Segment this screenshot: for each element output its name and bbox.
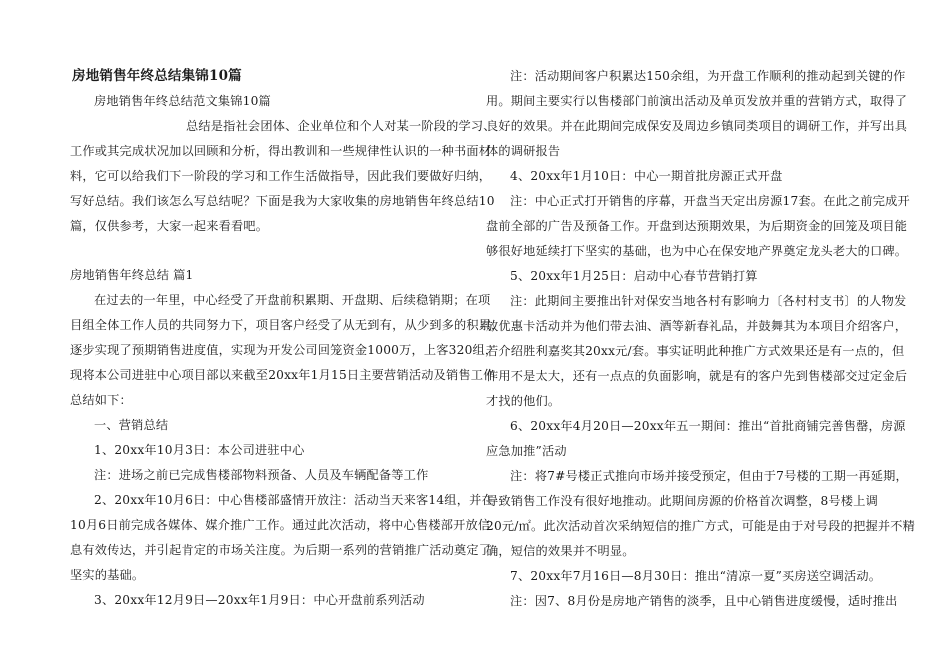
paragraph-line: 1、20xx年10月3日：本公司进驻中心 — [94, 443, 305, 457]
paragraph-line: 4、20xx年1月10日：中心一期首批房源正式开盘 — [510, 169, 783, 183]
paragraph-line: 料，它可以给我们下一阶段的学习和工作生活做指导，因此我们要做好归纳， — [70, 169, 492, 183]
subtitle: 房地销售年终总结范文集锦10篇 — [94, 94, 271, 108]
paragraph-line: 应急加推”活动 — [486, 444, 567, 458]
paragraph-line: 注：进场之前已完成售楼部物料预备、人员及车辆配备等工作 — [94, 468, 429, 482]
section-heading: 房地销售年终总结 篇1 — [70, 268, 194, 282]
paragraph-line: 确，短信的效果并不明显。 — [486, 544, 635, 558]
paragraph-line: 总结如下： — [70, 393, 132, 407]
paragraph-line: 目组全体工作人员的共同努力下，项目客户经受了从无到有，从少到多的积累， — [70, 318, 504, 332]
paragraph-line: 坚实的基础。 — [70, 568, 145, 582]
paragraph-line: 良好的效果。并在此期间完成保安及周边乡镇同类项目的调研工作，并写出具 — [486, 119, 908, 133]
paragraph-line: 20元/㎡。此次活动首次采纳短信的推广方式，可能是由于对号段的把握并不精 — [486, 519, 916, 533]
paragraph-line: 注：将7#号楼正式推向市场并接受预定，但由于7号楼的工期一再延期， — [510, 469, 908, 483]
paragraph-line: 若介绍胜利嘉奖其20xx元/套。事实证明此种推广方式效果还是有一点的，但 — [486, 344, 905, 358]
paragraph-line: 放优惠卡活动并为他们带去油、酒等新春礼品，并鼓舞其为本项目介绍客户， — [486, 319, 908, 333]
paragraph-line: 息有效传达，并引起肯定的市场关注度。为后期一系列的营销推广活动奠定了 — [70, 543, 492, 557]
paragraph-line: 够很好地延续打下坚实的基础，也为中心在保安地产界奠定龙头老大的口碑。 — [486, 244, 908, 258]
paragraph-line: 篇，仅供参考，大家一起来看看吧。 — [70, 219, 269, 233]
paragraph-line: 工作或其完成状况加以回顾和分析，得出教训和一些规律性认识的一种书面材 — [70, 144, 492, 158]
paragraph-line: 总结是指社会团体、企业单位和个人对某一阶段的学习、 — [186, 119, 496, 133]
paragraph-line: 盘前全部的广告及预备工作。开盘到达预期效果，为后期资金的回笼及项目能 — [486, 219, 908, 233]
paragraph-line: 写好总结。我们该怎么写总结呢？下面是我为大家收集的房地销售年终总结10 — [70, 194, 495, 208]
paragraph-line: 在过去的一年里，中心经受了开盘前积累期、开盘期、后续稳销期；在项 — [94, 293, 491, 307]
subheading: 一、营销总结 — [94, 418, 169, 432]
paragraph-line: 7、20xx年7月16日—8月30日：推出“清凉一夏”买房送空调活动。 — [510, 569, 882, 583]
paragraph-line: 现将本公司进驻中心项目部以来截至20xx年1月15日主要营销活动及销售工作 — [70, 368, 496, 382]
paragraph-line: 注：活动期间客户积累达150余组，为开盘工作顺利的推动起到关键的作 — [510, 69, 906, 83]
paragraph-line: 逐步实现了预期销售进度值，实现为开发公司回笼资金1000万，上客320组， — [70, 343, 498, 357]
paragraph-line: 3、20xx年12月9日—20xx年1月9日：中心开盘前系列活动 — [94, 593, 425, 607]
paragraph-line: 作用不是太大，还有一点点的负面影响，就是有的客户先到售楼部交过定金后 — [486, 369, 908, 383]
paragraph-line: 10月6日前完成各媒体、媒介推广工作。通过此次活动，将中心售楼部开放信 — [70, 518, 491, 532]
paragraph-line: 注：中心正式打开销售的序幕，开盘当天定出房源17套。在此之前完成开 — [510, 194, 910, 208]
paragraph-line: 5、20xx年1月25日：启动中心春节营销打算 — [510, 269, 758, 283]
paragraph-line: 注：因7、8月份是房地产销售的淡季，且中心销售进度缓慢，适时推出 — [510, 594, 898, 608]
document-title: 房地销售年终总结集锦10篇 — [72, 68, 242, 84]
paragraph-line: 2、20xx年10月6日：中心售楼部盛情开放注：活动当天来客14组，并在 — [94, 493, 494, 507]
paragraph-line: 体的调研报告 — [486, 144, 561, 158]
paragraph-line: 才找的他们。 — [486, 394, 561, 408]
paragraph-line: 用。期间主要实行以售楼部门前演出活动及单页发放并重的营销方式，取得了 — [486, 94, 908, 108]
paragraph-line: 注：此期间主要推出针对保安当地各村有影响力〔各村村支书〕的人物发 — [510, 294, 907, 308]
paragraph-line: 6、20xx年4月20日—20xx年五一期间：推出“首批商铺完善售罄，房源 — [510, 419, 906, 433]
paragraph-line: 导致销售工作没有很好地推动。此期间房源的价格首次调整，8号楼上调 — [486, 494, 878, 508]
